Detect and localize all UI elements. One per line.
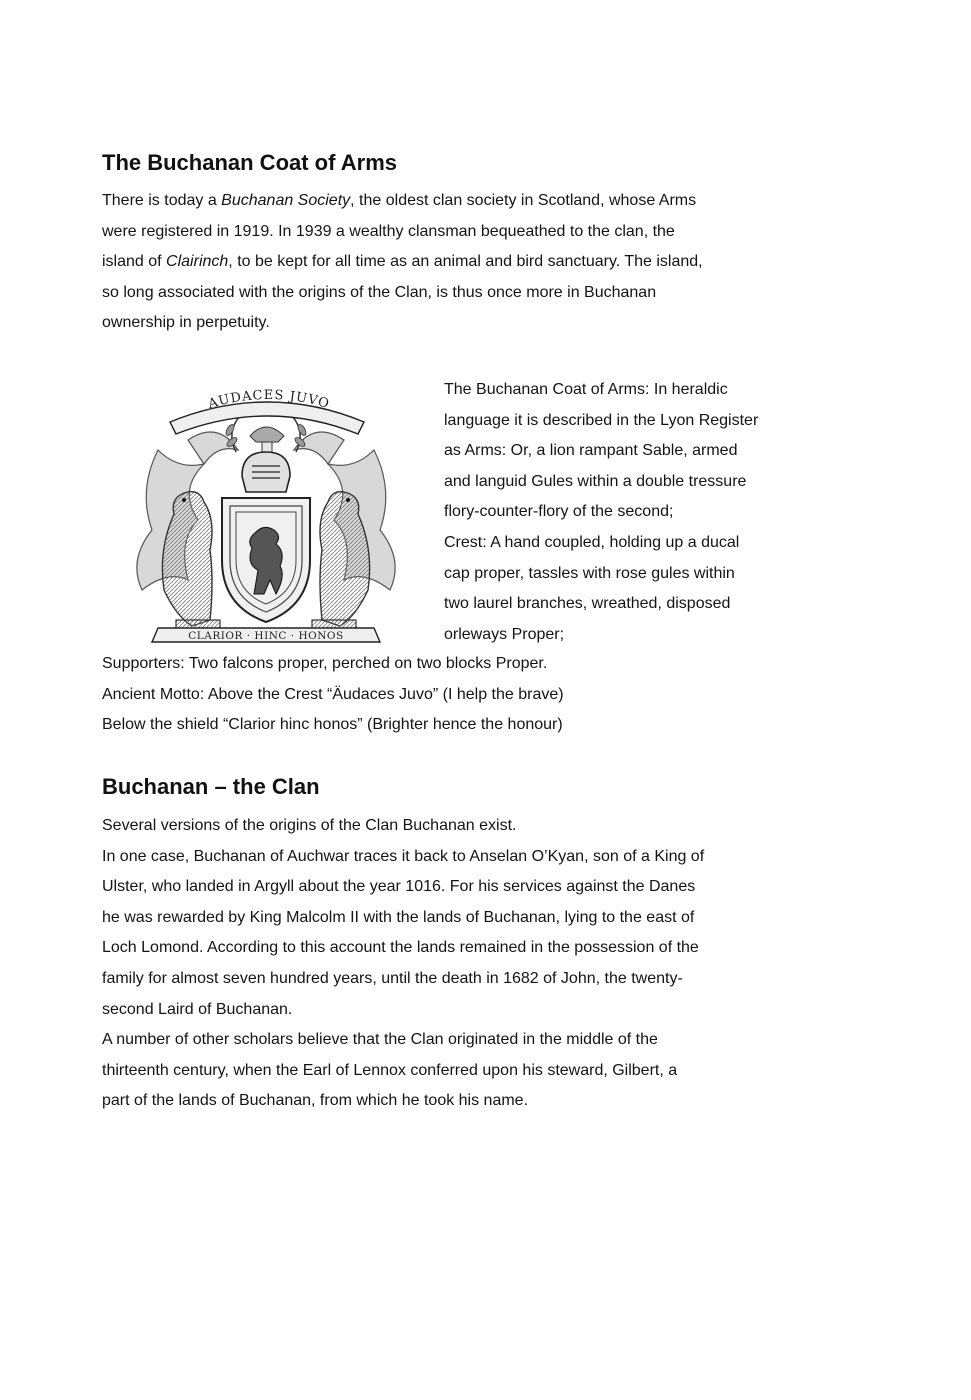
description-line: and languid Gules within a double tressure [444,472,747,490]
clan-line: second Laird of Buchanan. [102,1000,293,1018]
text-run: were registered in 1919. In 1939 a wealthy clansman bequeathed to the clan, the [102,222,675,240]
motto-line: Ancient Motto: Above the Crest “Äudaces Juvo” (I help the brave) [102,685,564,703]
italic-term: Clairinch [166,253,229,271]
clan-line: Loch Lomond. According to this account the lands remained in the possession of the [102,939,699,957]
intro-line [102,217,842,248]
motto-bottom-text: CLARIOR · HINC · HONOS [188,630,344,642]
clan-line: Several versions of the origins of the Clan Buchanan exist. [102,817,517,834]
motto-line: Below the shield “Clarior hinc honos” (Brighter hence the honour) [102,716,563,734]
italic-term: Buchanan Society [221,192,351,209]
text-run: , the oldest clan society in Scotland, whose Arms [350,192,697,209]
arms-description [444,375,844,650]
clan-line: he was rewarded by King Malcolm II with the lands of Buchanan, lying to the east of [102,908,695,926]
text-run: , to be kept for all time as an animal and bird sanctuary. The island, [228,253,703,271]
description-line: as Arms: Or, a lion rampant Sable, armed [444,442,738,460]
motto-line: Supporters: Two falcons proper, perched on two blocks Proper. [102,655,548,672]
intro-line [102,308,842,339]
description-line: cap proper, tassles with rose gules within [444,564,735,582]
intro-line [102,186,842,217]
text-run: so long associated with the origins of the Clan, is thus once more in Buchanan [102,283,657,301]
clan-line: In one case, Buchanan of Auchwar traces it back to Anselan O’Kyan, son of a King of [102,847,705,865]
description-line: flory-counter-flory of the second; [444,503,674,521]
intro-paragraph [102,186,842,339]
description-line: two laurel branches, wreathed, disposed [444,595,731,613]
motto-top-text: AUDACES JUVO [206,387,332,413]
text-run: island of [102,253,167,271]
clan-line: A number of other scholars believe that the Clan originated in the middle of the [102,1031,658,1049]
intro-line [102,278,842,309]
clan-line: Ulster, who landed in Argyll about the year 1016. For his services against the Danes [102,878,696,896]
heading-coat-of-arms: The Buchanan Coat of Arms [102,150,397,175]
coat-of-arms-illustration [118,380,414,648]
text-run: There is today a [102,192,222,209]
description-line: The Buchanan Coat of Arms: In heraldic [444,381,728,398]
description-line: language it is described in the Lyon Register [444,411,759,429]
clan-line: family for almost seven hundred years, until the death in 1682 of John, the twenty- [102,969,683,987]
clan-origins-paragraph [102,811,842,1117]
description-line: orleways Proper; [444,625,565,643]
clan-line: part of the lands of Buchanan, from which he took his name. [102,1092,529,1110]
supporters-and-mottos [102,649,842,741]
intro-line [102,247,842,278]
heading-the-clan: Buchanan – the Clan [102,774,320,799]
description-line: Crest: A hand coupled, holding up a ducal [444,533,740,551]
text-run: ownership in perpetuity. [102,314,270,332]
clan-line: thirteenth century, when the Earl of Lennox conferred upon his steward, Gilbert, a [102,1061,678,1079]
